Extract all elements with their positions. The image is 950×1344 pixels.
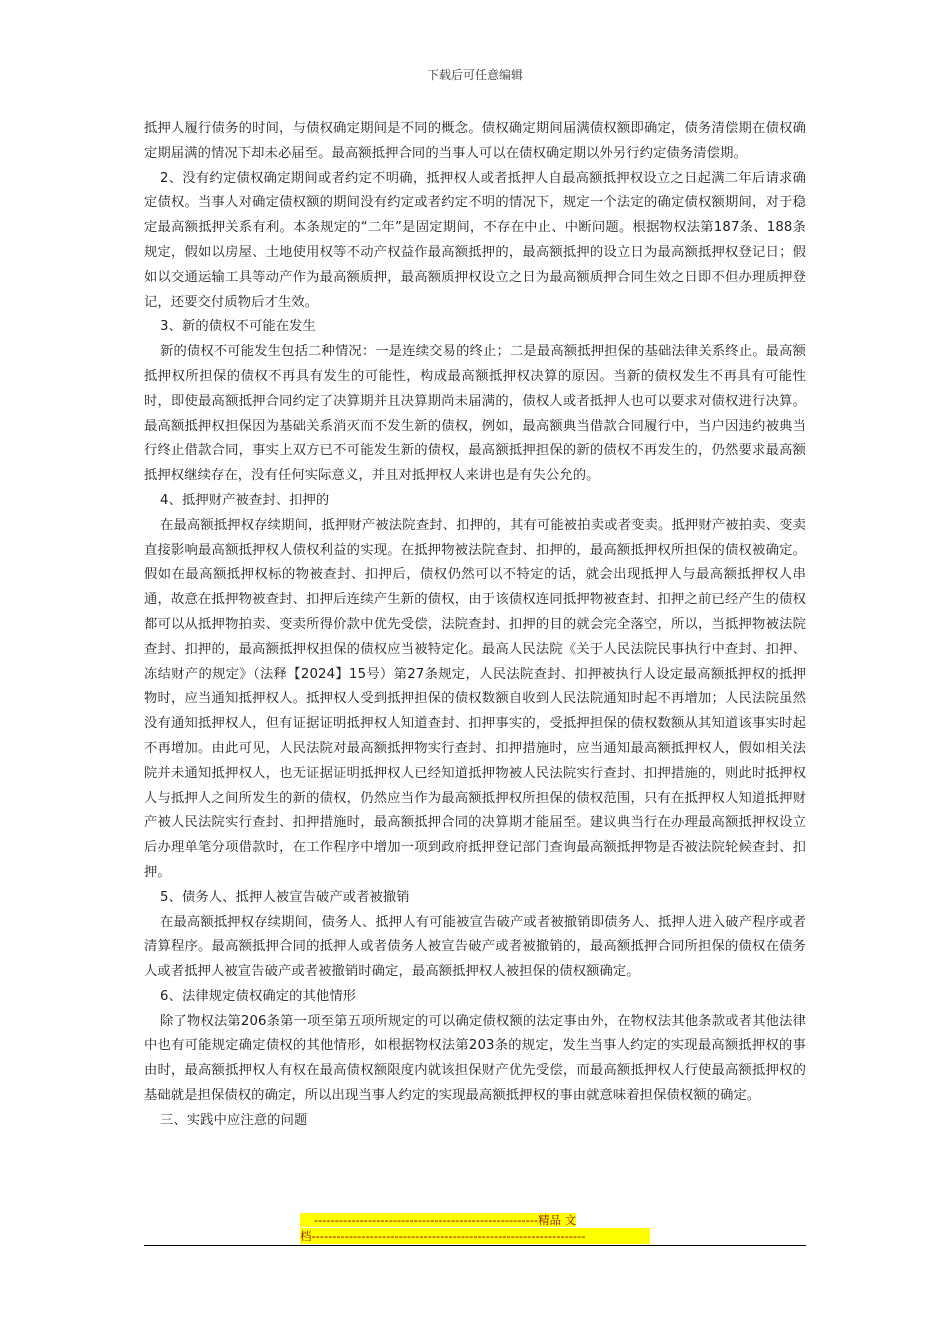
watermark-line-1: ------------------------------------------------------精品 文 [300,1213,576,1227]
watermark-footer [300,1212,650,1244]
document-body [144,117,806,1134]
watermark-line-2: 档------------------------------------------------------------------ [300,1228,650,1244]
paragraph: 抵押人履行债务的时间，与债权确定期间是不同的概念。债权确定期间届满债权额即确定，债务清偿期在债权确定期届满的情况下却未必届至。最高额抵押合同的当事人可以在债权确定期以外另行约定债务清偿期。 [144,121,806,161]
section-heading-6: 6、法律规定债权确定的其他情形 [160,988,357,1004]
chapter-heading-practice-issues: 三、实践中应注意的问题 [160,1112,308,1128]
paragraph: 新的债权不可能发生包括二种情况：一是连续交易的终止；二是最高额抵押担保的基础法律关系终止。最高额抵押权所担保的债权不再具有发生的可能性，构成最高额抵押权决算的原因。当新的债权发生不再具有可能性时，即使最高额抵押合同约定了决算期并且决算期尚未届满的，债权人或者抵押人也可以要求对债权进行决算。最高额抵押权担保因为基础关系消灭而不发生新的债权，例如，最高额典当借款合同履行中，当户因违约被典当行终止借款合同，事实上双方已不可能发生新的债权，最高额抵押担保的新的债权不再发生的，仍然要求最高额抵押权继续存在，没有任何实际意义，并且对抵押权人来讲也是有失公允的。 [144,344,806,484]
section-heading-3: 3、新的债权不可能在发生 [160,319,316,335]
paragraph: 在最高额抵押权存续期间，抵押财产被法院查封、扣押的，其有可能被拍卖或者变卖。抵押财产被拍卖、变卖直接影响最高额抵押权人债权利益的实现。在抵押物被法院查封、扣押的，最高额抵押权所担保的债权被确定。假如在最高额抵押权标的物被查封、扣押后，债权仍然可以不特定的话，就会出现抵押人与最高额抵押权人串通，故意在抵押物被查封、扣押后连续产生新的债权，由于该债权连同抵押物被查封、扣押之前已经产生的债权都可以从抵押物拍卖、变卖所得价款中优先受偿，法院查封、扣押的目的就会完全落空，所以，当抵押物被法院查封、扣押的，最高额抵押权担保的债权应当被特定化。最高人民法院《关于人民法院民事执行中查封、扣押、冻结财产的规定》（法释【2024】15号）第27条规定，人民法院查封、扣押被执行人设定最高额抵押权的抵押物时，应当通知抵押权人。抵押权人受到抵押担保的债权数额自收到人民法院通知时起不再增加；人民法院虽然没有通知抵押权人，但有证据证明抵押权人知道查封、扣押事实的，受抵押担保的债权数额从其知道该事实时起不再增加。由此可见，人民法院对最高额抵押物实行查封、扣押措施时，应当通知最高额抵押权人，假如相关法院并未通知抵押权人，也无证据证明抵押权人已经知道抵押物被人民法院实行查封、扣押措施的，则此时抵押权人与抵押人之间所发生的新的债权，仍然应当作为最高额抵押权所担保的债权范围，只有在抵押权人知道抵押财产被人民法院实行查封、扣押措施时，最高额抵押合同的决算期才能届至。建议典当行在办理最高额抵押权设立后办理单笔分项借款时，在工作程序中增加一项到政府抵押登记部门查询最高额抵押物是否被法院轮候查封、扣押。 [144,517,806,880]
paragraph: 除了物权法第206条第一项至第五项所规定的可以确定债权额的法定事由外，在物权法其他条款或者其他法律中也有可能规定确定债权的其他情形，如根据物权法第203条的规定，发生当事人约定的实现最高额抵押权的事由时，最高额抵押权人有权在最高债权额限度内就该担保财产优先受偿，而最高额抵押权人行使最高额抵押权的基础就是担保债权的确定，所以出现当事人约定的实现最高额抵押权的事由就意味着担保债权额的确定。 [144,1013,806,1104]
paragraph-item-2: 2、没有约定债权确定期间或者约定不明确，抵押权人或者抵押人自最高额抵押权设立之日起满二年后请求确定债权。当事人对确定债权额的期间没有约定或者约定不明的情况下，规定一个法定的确定债权额期间，对于稳定最高额抵押关系有利。本条规定的“二年”是固定期间，不存在中止、中断问题。根据物权法第187条、188条规定，假如以房屋、土地使用权等不动产权益作最高额抵押的，最高额抵押的设立日为最高额抵押权登记日；假如以交通运输工具等动产作为最高额质押，最高额质押权设立之日为最高额质押合同生效之日即不但办理质押登记，还要交付质物后才生效。 [144,170,806,310]
section-heading-4: 4、抵押财产被查封、扣押的 [160,492,330,508]
section-heading-5: 5、债务人、抵押人被宣告破产或者被撤销 [160,889,410,905]
page-header: 下载后可任意编辑 [426,68,523,82]
footer-rule [144,1245,806,1246]
paragraph: 在最高额抵押权存续期间，债务人、抵押人有可能被宣告破产或者被撤销即债务人、抵押人进入破产程序或者清算程序。最高额抵押合同的抵押人或者债务人被宣告破产或者被撤销的，最高额抵押合同所担保的债权在债务人或者抵押人被宣告破产或者被撤销时确定，最高额抵押权人被担保的债权额确定。 [144,914,806,980]
